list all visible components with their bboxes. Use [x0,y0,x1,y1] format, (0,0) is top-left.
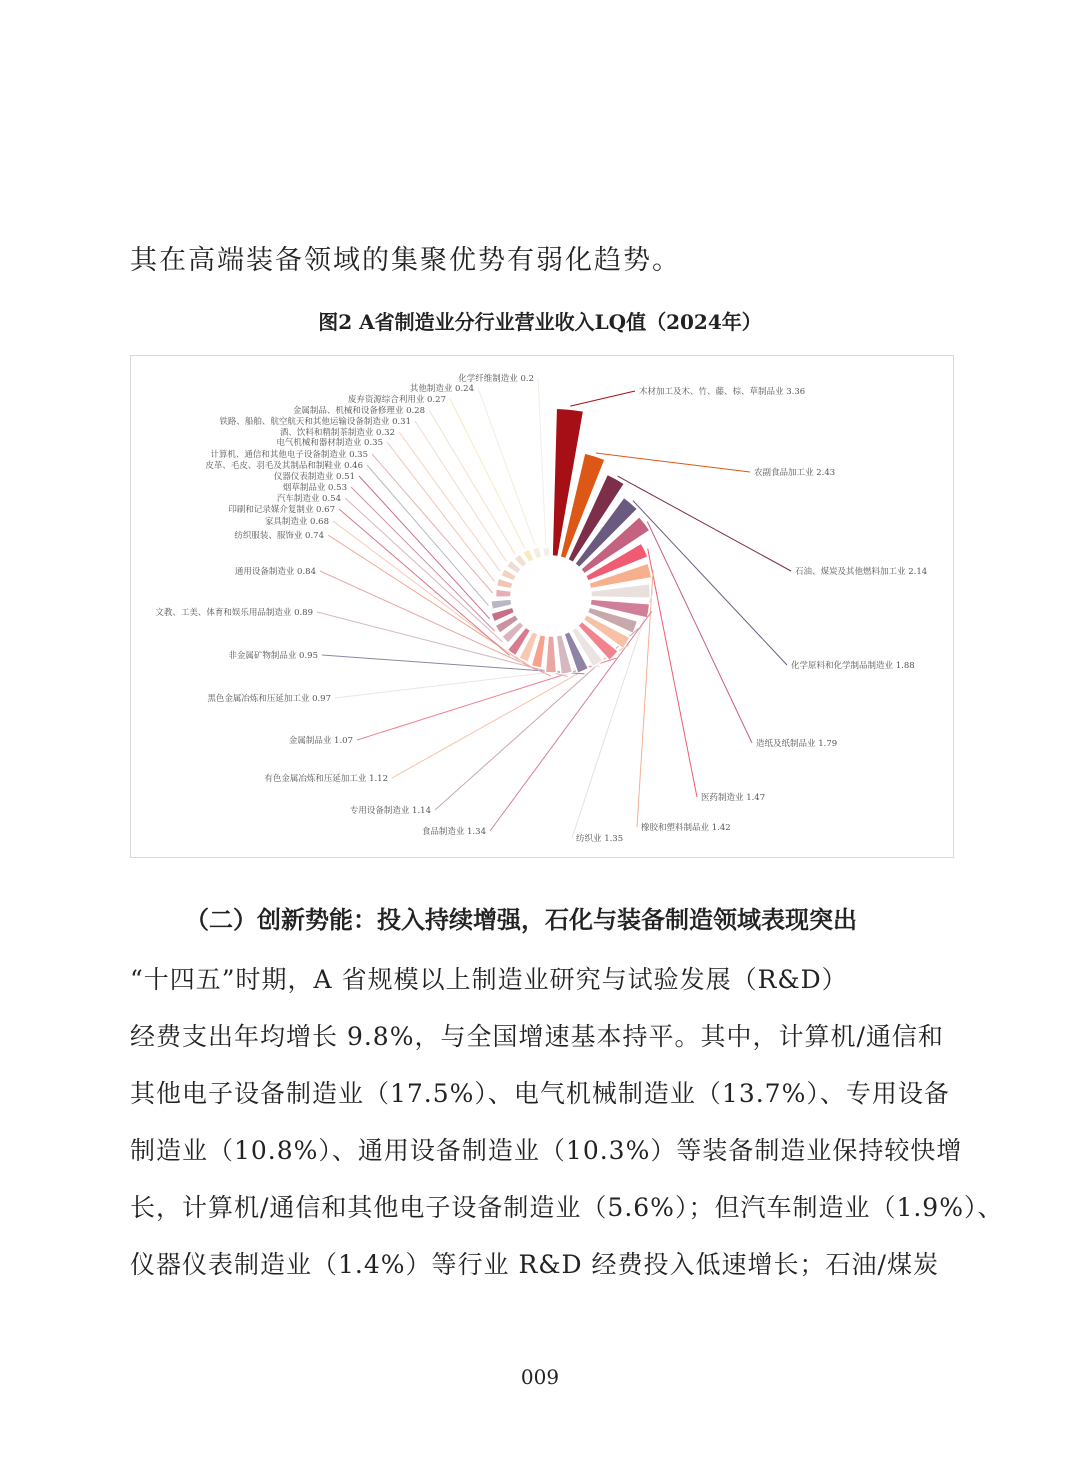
paragraph-line-1: “十四五”时期，A 省规模以上制造业研究与试验发展（R&D） [130,965,848,994]
slice-label: 有色金属冶炼和压延加工业 1.12 [264,774,388,784]
slice-label: 废弃资源综合利用业 0.27 [347,395,446,405]
figure-caption: 图2 A省制造业分行业营业收入LQ值（2024年） [318,310,762,334]
slice-label: 专用设备制造业 1.14 [349,806,431,816]
slice-label: 印刷和记录媒介复制业 0.67 [228,505,335,515]
section-heading: （二）创新势能：投入持续增强，石化与装备制造领域表现突出 [185,905,857,934]
leader-line [596,453,750,472]
leader-line [415,421,506,561]
leader-line [648,549,697,797]
slice-label: 木材加工及木、竹、藤、棕、草制品业 3.36 [639,387,806,397]
paragraph-line-6: 仪器仪表制造业（1.4%）等行业 R&D 经费投入低速增长；石油/煤炭 [130,1250,939,1279]
slice-label: 医药制造业 1.47 [701,793,766,803]
slice-label: 化学原料和化学制品制造业 1.88 [791,661,915,671]
leader-line [633,501,787,665]
rose-slice [543,547,550,556]
leader-line [647,522,752,744]
slice-label: 造纸及纸制品业 1.79 [756,739,838,749]
slice-label: 金属制品业 1.07 [288,736,353,746]
leader-line [372,454,493,593]
slice-label: 农副食品加工业 2.43 [754,468,836,478]
slice-label: 非金属矿物制品业 0.95 [228,651,318,661]
rose-slice [496,589,512,597]
slice-label: 烟草制品业 0.53 [282,483,347,493]
slice-label: 黑色金属冶炼和压延加工业 0.97 [207,694,331,704]
slice-label: 电气机械和器材制造业 0.35 [276,438,383,448]
leader-line [450,399,524,548]
slice-label: 铁路、船舶、航空航天和其他运输设备制造业 0.31 [219,417,411,427]
leader-line [570,391,635,406]
slice-label: 计算机、通信和其他电子设备制造业 0.35 [210,450,368,460]
slice-label: 石油、煤炭及其他燃料加工业 2.14 [795,567,928,577]
leader-line [387,442,495,581]
rose-slice [545,636,556,673]
paragraph-line-3: 其他电子设备制造业（17.5%）、电气机械制造业（13.7%）、专用设备 [130,1079,950,1108]
leader-line [351,487,495,631]
page-number: 009 [520,1365,560,1389]
leader-line [478,388,535,545]
slice-label: 纺织服装、服饰业 0.74 [234,531,324,541]
slice-label: 家具制造业 0.68 [264,517,329,527]
rose-chart [131,356,955,859]
slice-label: 汽车制造业 0.54 [276,494,341,504]
slice-label: 化学纤维制造业 0.2 [458,374,534,384]
paragraph-line-5: 长，计算机/通信和其他电子设备制造业（5.6%）；但汽车制造业（1.9%）、 [130,1193,1004,1222]
rose-chart-container [130,355,954,858]
paragraph-line-4: 制造业（10.8%）、通用设备制造业（10.3%）等装备制造业保持较快增 [130,1136,963,1165]
slice-label: 食品制造业 1.34 [421,827,486,837]
paragraph-line-2: 经费支出年均增长 9.8%，与全国增速基本持平。其中，计算机/通信和 [130,1022,944,1051]
top-text-line: 其在高端装备领域的集聚优势有弱化趋势。 [130,245,681,276]
slice-label: 仪器仪表制造业 0.51 [273,472,355,482]
leader-line [538,378,546,545]
slice-label: 金属制品、机械和设备修理业 0.28 [292,406,425,416]
slice-label: 通用设备制造业 0.84 [234,567,316,577]
slice-label: 其他制造业 0.24 [409,384,474,394]
slice-label: 酒、饮料和精制茶制造业 0.32 [279,428,395,438]
slice-label: 皮革、毛皮、羽毛及其制品和制鞋业 0.46 [205,461,363,471]
rose-slice [532,547,542,559]
slice-label: 橡胶和塑料制品业 1.42 [641,823,731,833]
slice-label: 文教、工美、体育和娱乐用品制造业 0.89 [155,608,313,618]
slice-label: 纺织业 1.35 [576,834,624,844]
